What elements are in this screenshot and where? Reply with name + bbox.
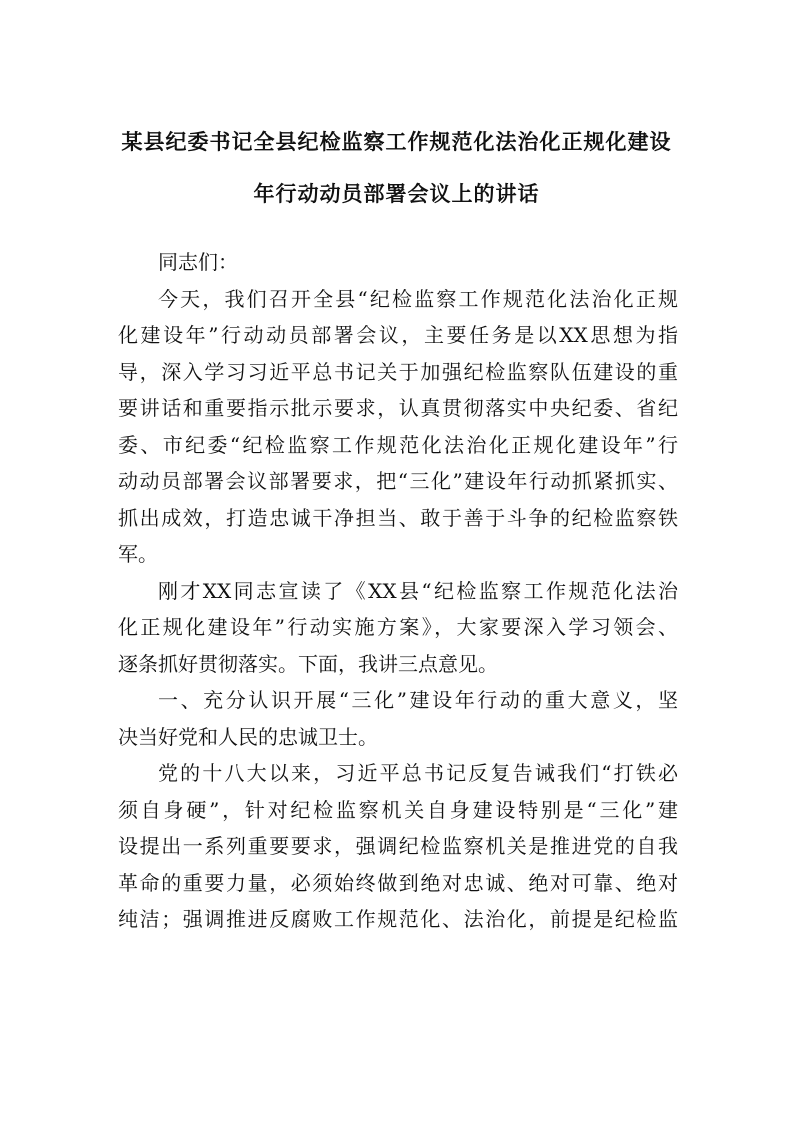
section-heading-1 bbox=[118, 682, 678, 755]
document-body bbox=[118, 244, 678, 938]
text-line: 抓出成效，打造忠诚干净担当、敢于善于斗争的纪检监察铁 bbox=[118, 505, 678, 530]
text-line: 要讲话和重要指示批示要求，认真贯彻落实中央纪委、省纪 bbox=[118, 396, 678, 420]
text-line: 决当好党和人民的忠诚卫士。 bbox=[118, 724, 378, 749]
document-title-line-2: 年行动动员部署会议上的讲话 bbox=[253, 181, 540, 206]
text-line: 导，深入学习习近平总书记关于加强纪检监察队伍建设的重 bbox=[118, 359, 678, 384]
text-line: 革命的重要力量，必须始终做到绝对忠诚、绝对可靠、绝对 bbox=[118, 870, 678, 895]
section-1-paragraph bbox=[118, 755, 678, 938]
announcement-paragraph bbox=[118, 573, 678, 683]
text-line: 逐条抓好贯彻落实。下面，我讲三点意见。 bbox=[118, 651, 498, 676]
text-line: 今天，我们召开全县“纪检监察工作规范化法治化正规 bbox=[158, 286, 678, 311]
text-line: 军。 bbox=[118, 542, 158, 566]
text-line: 化建设年”行动动员部署会议，主要任务是以XX思想为指 bbox=[118, 323, 678, 347]
text-line: 设提出一系列重要要求，强调纪检监察机关是推进党的自我 bbox=[118, 834, 678, 858]
text-line: 化正规化建设年”行动实施方案》，大家要深入学习领会、 bbox=[118, 615, 678, 639]
text-line: 纯洁；强调推进反腐败工作规范化、法治化，前提是纪检监 bbox=[118, 907, 678, 931]
opening-paragraph bbox=[118, 281, 678, 573]
text-line: 动动员部署会议部署要求，把“三化”建设年行动抓紧抓实、 bbox=[118, 469, 678, 493]
text-line: 须自身硬”，针对纪检监察机关自身建设特别是“三化”建 bbox=[118, 797, 678, 822]
text-line: 委、市纪委“纪检监察工作规范化法治化正规化建设年”行 bbox=[118, 432, 678, 457]
text-line: 同志们： bbox=[158, 250, 238, 274]
salutation-paragraph bbox=[118, 244, 678, 281]
text-line: 党的十八大以来，习近平总书记反复告诫我们“打铁必 bbox=[158, 761, 678, 785]
document-title-line-1: 某县纪委书记全县纪检监察工作规范化法治化正规化建设 bbox=[121, 129, 672, 154]
text-line: 刚才XX同志宣读了《XX县“纪检监察工作规范化法治 bbox=[158, 578, 678, 603]
text-line: 一、充分认识开展“三化”建设年行动的重大意义，坚 bbox=[158, 688, 678, 712]
